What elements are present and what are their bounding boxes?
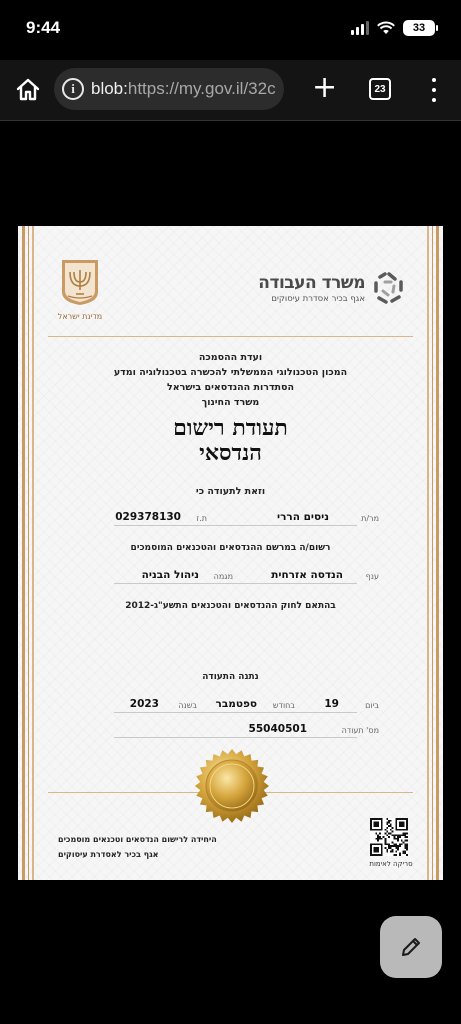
- footer-text: [58, 832, 218, 862]
- branch-label: ענף: [365, 572, 379, 581]
- url-scheme: blob:: [91, 79, 128, 98]
- law-text: בהתאם לחוק ההנדסאים והטכנאים התשע"ג-2012: [125, 601, 336, 611]
- site-info-icon[interactable]: i: [62, 78, 84, 100]
- pencil-icon: [400, 936, 422, 958]
- battery-indicator: 33: [403, 20, 435, 36]
- id-label: ת.ז: [196, 514, 207, 523]
- day-label: ביום: [365, 701, 379, 710]
- state-emblem: [52, 258, 108, 321]
- ministry-logo: [258, 270, 407, 306]
- wifi-icon: [377, 21, 395, 35]
- footer-line: היחידה לרישום הנדסאים וטכנאים מוסמכים: [58, 835, 217, 844]
- edit-button[interactable]: [380, 916, 442, 978]
- certificate-title: תעודת רישום הנדסאי: [173, 415, 288, 466]
- menorah-emblem-icon: [60, 258, 100, 306]
- day-value: 19: [324, 698, 339, 710]
- status-icons: [351, 20, 435, 36]
- cert-number-label: מס' תעודה: [341, 726, 379, 735]
- branch-value: הנדסה אזרחית: [271, 569, 343, 581]
- committee-line: ועדת ההסמכה: [198, 352, 263, 363]
- url-text[interactable]: [91, 79, 276, 99]
- browser-toolbar: [0, 60, 461, 120]
- branch-row: [114, 566, 379, 584]
- qr-caption: סריקה לאימות: [369, 860, 413, 868]
- ministry-subtitle: אגף בכיר אסדרת עיסוקים: [271, 293, 365, 304]
- gold-seal-icon: [194, 748, 270, 824]
- status-bar: [0, 0, 461, 60]
- name-value: ניסים הררי: [277, 511, 329, 523]
- issued-text: נתנה התעודה: [202, 672, 259, 682]
- certificate-page: [18, 226, 443, 880]
- committee-line: הסתדרות ההנדסאים בישראל: [166, 382, 295, 393]
- holder-row: [114, 508, 379, 526]
- year-value: 2023: [129, 698, 159, 710]
- certifies-text: וזאת לתעודה כי: [195, 486, 266, 497]
- new-tab-icon[interactable]: +: [312, 70, 338, 105]
- year-label: בשנה: [178, 701, 197, 710]
- status-time: 9:44: [26, 18, 61, 37]
- cert-number-row: [114, 720, 379, 738]
- id-value: 029378130: [115, 511, 181, 523]
- name-label: מר/ת: [361, 514, 379, 523]
- ministry-name: משרד העבודה: [258, 272, 365, 293]
- track-label: מגמה: [213, 572, 233, 581]
- url-rest: https://my.gov.il/32c: [127, 79, 276, 98]
- committee-line: משרד החינוך: [201, 397, 260, 408]
- committee-line: המכון הטכנולוגי הממשלתי להכשרה בטכנולוגיה ומדע: [113, 367, 348, 378]
- ministry-logo-icon: [371, 270, 407, 306]
- committee-block: [58, 350, 403, 410]
- month-value: ספטמבר: [215, 698, 257, 710]
- more-menu-icon[interactable]: [426, 78, 442, 102]
- month-label: בחודש: [272, 701, 295, 710]
- tab-switcher-button[interactable]: 23: [369, 78, 391, 100]
- signal-icon: [351, 21, 369, 35]
- border-right: [427, 226, 439, 880]
- qr-code[interactable]: [370, 818, 408, 856]
- state-caption: מדינת ישראל: [57, 312, 103, 321]
- date-row: [114, 695, 379, 713]
- registered-text: רשום/ה במרשם ההנדסאים והטכנאים המוסמכים: [130, 543, 331, 553]
- border-left: [22, 226, 34, 880]
- address-bar[interactable]: [54, 68, 284, 110]
- home-icon[interactable]: [14, 76, 42, 104]
- track-value: ניהול הבניה: [141, 569, 199, 581]
- header-divider: [48, 336, 413, 337]
- footer-line: אגף בכיר לאסדרת עיסוקים: [58, 850, 159, 859]
- cert-number-value: 55040501: [248, 723, 307, 735]
